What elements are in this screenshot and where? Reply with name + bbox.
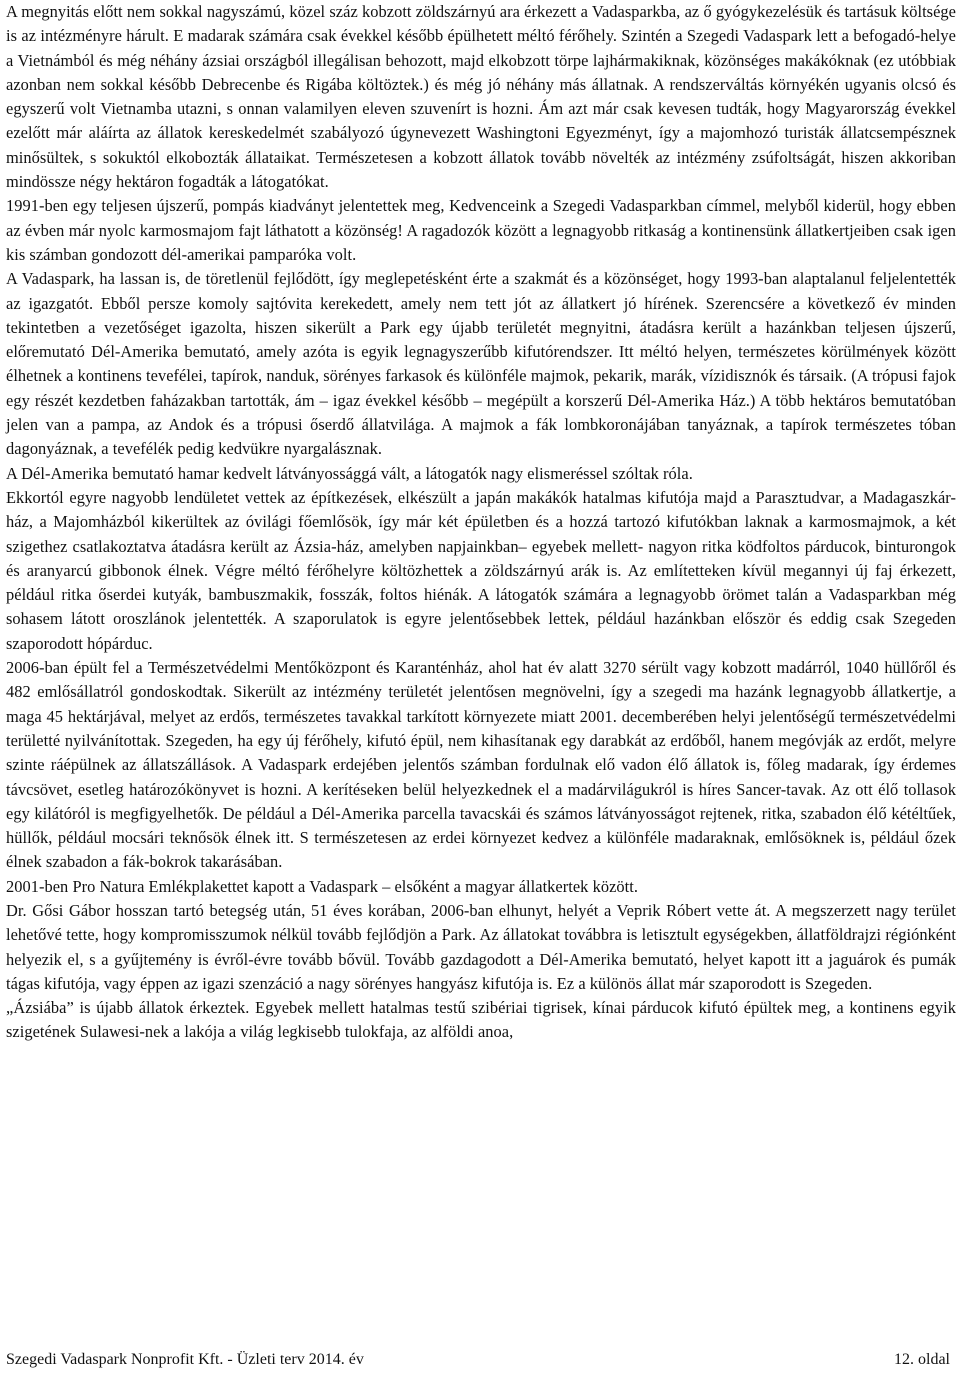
paragraph: „Ázsiába” is újabb állatok érkeztek. Egyebek mellett hatalmas testű szibériai tigrisek, kínai párducok kifutó épültek meg, a kontinens egyik szigetének Sulawesi-nek a lakója a világ legkisebb tulokfaja, az alföldi anoa, bbox=[6, 998, 956, 1042]
paragraph: 2001-ben Pro Natura Emlékplakettet kapott a Vadaspark – elsőként a magyar állatkertek között. bbox=[6, 876, 638, 896]
paragraph: 1991-ben egy teljesen újszerű, pompás kiadványt jelentettek meg, Kedvenceink a Szegedi Vadasparkban címmel, melyből kiderül, hogy ebben az évben már nyolc karmosmajom fajt láthatott a közönség! A ragadozók között a legnagyobb ritkaság a kontinensünk állatkertjeiben csak igen kis számban gondozott dél-amerikai pamparóka volt. bbox=[6, 196, 956, 264]
footer-company: Szegedi Vadaspark Nonprofit Kft. - Üzleti terv 2014. év bbox=[6, 1351, 364, 1368]
paragraph: A Vadaspark, ha lassan is, de töretlenül fejlődött, így meglepetésként érte a szakmát és a közönséget, hogy 1993-ban alaptalanul feljelentették az igazgatót. Ebből persze komoly sajtóvita kerekedett, amely nem tett jót az állatkert jó hírének. Szerencsére a következő év minden tekintetben a vezetőséget igazolta, hiszen sikerült a Park egy újabb területét megnyitni, átadásra került a hazánkban teljesen újszerű, előremutató Dél-Amerika bemutató, amely azóta is egyik legnagyszerűbb kifutórendszer. Itt méltó helyen, természetes körülmények között élhetnek a kontinens tevefélei, tapírok, nanduk, sörényes farkasok és különféle majmok, pekarik, marák, vízidisznók és társaik. (A trópusi fajok egy részét kezdetben faházakban tartották, ám – igaz évekkel később – megépült a korszerű Dél-Amerika Ház.) A több hektáros bemutatóban jelen van a pampa, az Andok és a trópusi őserdő állatvilága. A majmok a fák lombkoronájában tanyáznak, a tapírok természetes tóban dagonyáznak, a tevefélék pedig kedvükre nyargalásznak. bbox=[6, 269, 956, 459]
paragraph: Dr. Gősi Gábor hosszan tartó betegség után, 51 éves korában, 2006-ban elhunyt, helyét a Veprik Róbert vette át. A megszerzett nagy terület lehetővé tette, hogy kompromisszumok nélkül tovább fejlődjön a Park. Az állatokat továbbra is letisztult egységekben, állatföldrajzi régiónként helyezik el, s a gyűjtemény is évről-évre tovább bővül. Tovább gazdagodott a Dél-Amerika bemutató, helyet kapott itt a jaguárok és pumák tágas kifutója, vagy éppen az igazi szenzáció a nagy sörényes hangyász kifutója is. Ez a különös állat már szaporodott is Szegeden. bbox=[6, 900, 956, 993]
paragraph: 2006-ban épült fel a Természetvédelmi Mentőközpont és Karanténház, ahol hat év alatt 3270 sérült vagy kobzott madárról, 1040 hüllőről és 482 emlősállatról gondoskodtak. Sikerült az intézmény területét jelentősen megnövelni, így a szegedi ma hazánk legnagyobb állatkertje, a maga 45 hektárjával, melyet az erdős, természetes tavakkal tarkított környezete miatt 2001. decemberében helyi jelentőségű természetvédelmi területté nyilvánítottak. Szegeden, ha egy új férőhely, kifutó épül, nem kihasítanak egy darabkát az erdőből, hanem megóvják az erdőt, melyre szinte ráépülnek az állatszállások. A Vadaspark erdejében jelentős számban fordulnak elő vadon élő állatok is, főleg madarak, így érdemes távcsövet, esetleg határozókönyvet is hozni. A kerítéseken belül helyezkednek el a madárvilágukról is híres Sancer-tavak. Az ott élő tollasok egy kilátóról is megfigyelhetők. De például a Dél-Amerika parcella tavacskái és számos látványosságot rejtenek, ritka, szabadon élő kétéltűek, hüllők, például mocsári teknősök élnek itt. S természetesen az erdei környezet kedvez a különféle madaraknak, emlősöknek is, például őzek élnek szabadon a fák-bokrok takarásában. bbox=[6, 658, 956, 872]
paragraph: Ekkortól egyre nagyobb lendületet vettek az építkezések, elkészült a japán makákók hatalmas kifutója majd a Parasztudvar, a Madagaszkár-ház, a Majomházból kikerültek az óvilági főemlősök, így már két épületben és a hozzá tartozó kifutókban laknak a karmosmajmok, a két szigethez csatlakoztatva átadásra került az Ázsia-ház, amelyben napjainkban– egyebek mellett- nagyon ritka ködfoltos párducok, binturongok és aranyarcú gibbonok élnek. Végre méltó férőhelyre költözhettek a zöldszárnyú arák is. Az említetteken kívül megannyi új faj érkezett, például ritka őserdei kutyák, bambuszmakik, fosszák, foltos hiénák. A látogatók számára a legnagyobb örömet talán a Vadasparkban még sohasem látott oroszlánok jelentették. A szaporulatok is egyre jelentősebbek lettek, például hazánkban először és eddig csak Szegeden szaporodott hópárduc. bbox=[6, 487, 956, 653]
paragraph: A Dél-Amerika bemutató hamar kedvelt látványossággá vált, a látogatók nagy elismeréssel szóltak róla. bbox=[6, 463, 693, 483]
paragraph: A megnyitás előtt nem sokkal nagyszámú, közel száz kobzott zöldszárnyú ara érkezett a Vadasparkba, az ő gyógykezelésük és tartásuk költsége is az intézményre hárult. E madarak számára csak évekkel később épülhetett méltó férőhely. Szintén a Szegedi Vadaspark lett a befogadó-helye a Vietnámból és még néhány ázsiai országból illegálisan behozott, majd elkobzott törpe lajhármakiknak, közönséges makákóknak (ez utóbbiak azonban nem sokkal később Debrecenbe és Rigába költöztek.) és még jó néhány más állatnak. A rendszerváltás környékén ugyanis olcsó és egyszerű volt Vietnamba utazni, s onnan valamilyen eleven szuvenírt is hozni. Ám azt már csak kevesen tudták, hogy Magyarország évekkel ezelőtt már aláírta az állatok kereskedelmét szabályozó úgynevezett Washingtoni Egyezményt, így a majomhozó turisták állatcsempésznek minősültek, s sokuktól elkobozták állataikat. Természetesen a kobzott állatok tovább növelték az intézmény zsúfoltságát, hiszen akkoriban mindössze négy hektáron fogadták a látogatókat. bbox=[6, 2, 956, 192]
document-body bbox=[6, 0, 956, 1045]
page-footer bbox=[6, 1350, 950, 1370]
footer-page-number: 12. oldal bbox=[894, 1351, 950, 1368]
